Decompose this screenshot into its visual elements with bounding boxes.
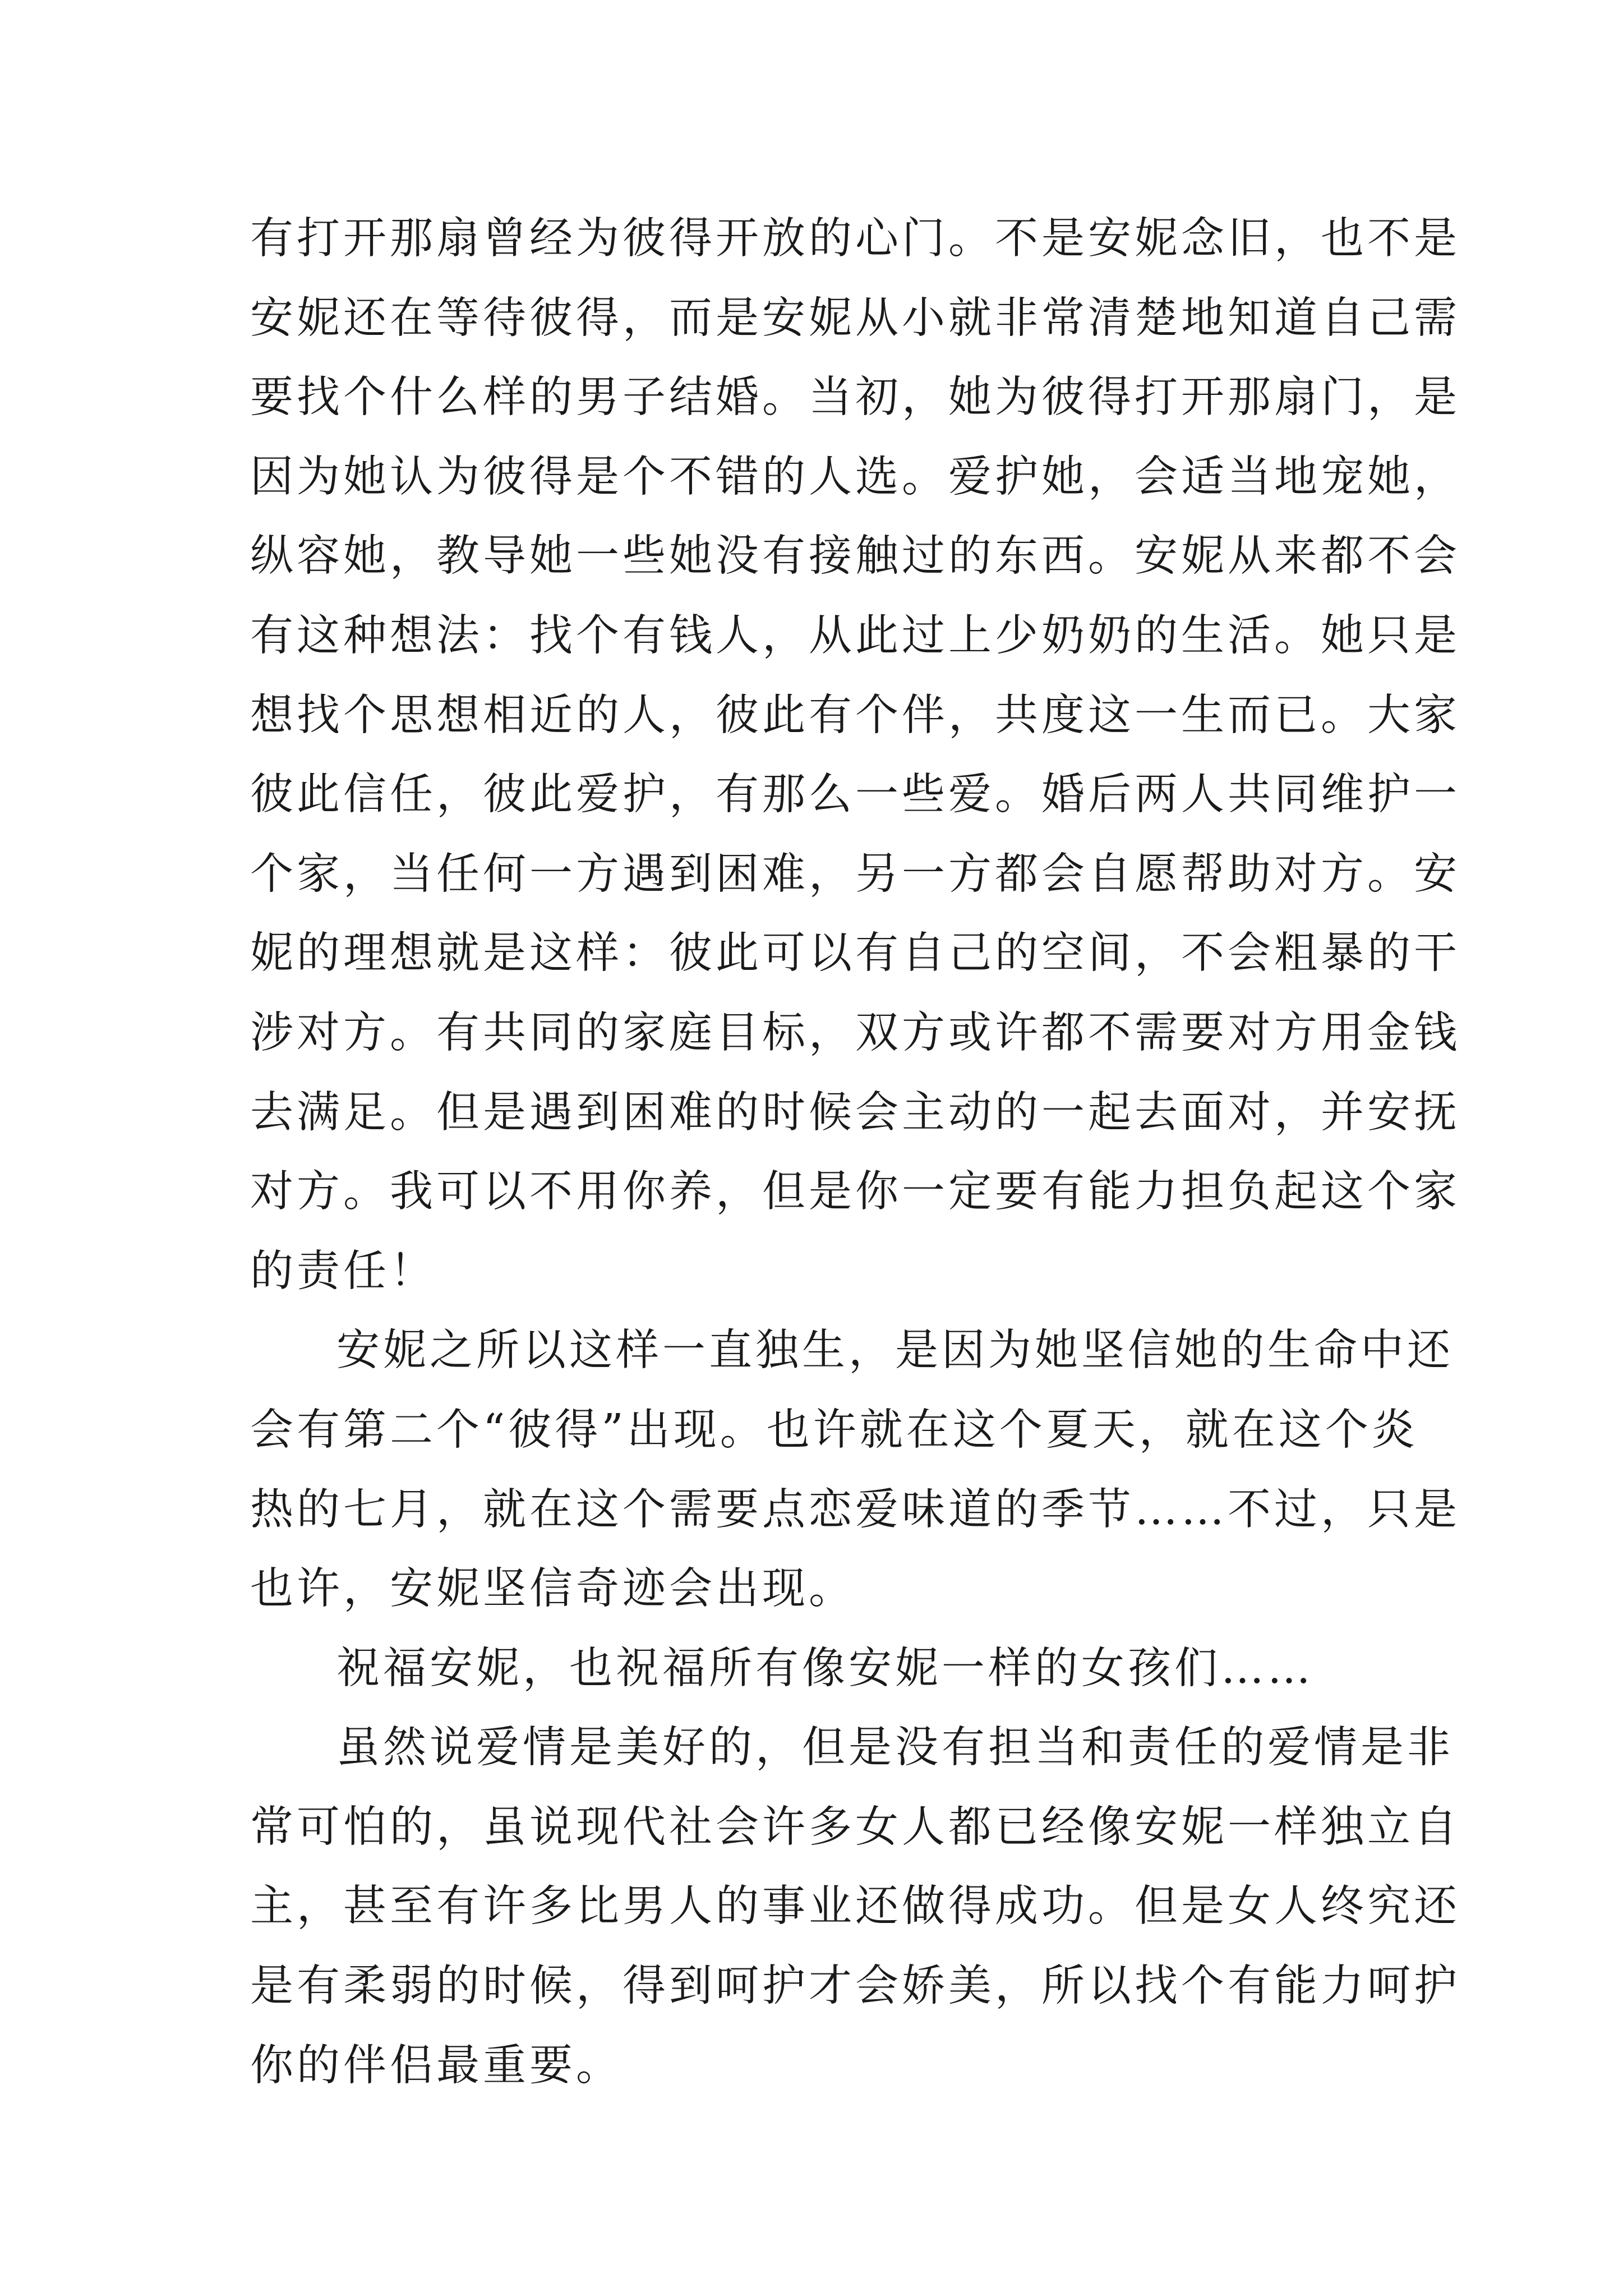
text-line: 安妮还在等待彼得，而是安妮从小就非常清楚地知道自己需 — [250, 293, 1460, 343]
text-line: 因为她认为彼得是个不错的人选。爱护她，会适当地宠她， — [250, 452, 1460, 502]
text-line: 的责任！ — [250, 1246, 436, 1296]
text-line: 主，甚至有许多比男人的事业还做得成功。但是女人终究还 — [250, 1881, 1460, 1932]
text-line: 是有柔弱的时候，得到呵护才会娇美，所以找个有能力呵护 — [250, 1961, 1460, 2012]
text-line: 会有第二个“彼得”出现。也许就在这个夏天，就在这个炎 — [250, 1405, 1418, 1455]
text-line: 要找个什么样的男子结婚。当初，她为彼得打开那扇门，是 — [250, 372, 1460, 423]
text-line: 祝福安妮，也祝福所有像安妮一样的女孩们…… — [336, 1643, 1314, 1694]
text-line: 也许，安妮坚信奇迹会出现。 — [250, 1564, 855, 1614]
text-line: 对方。我可以不用你养，但是你一定要有能力担负起这个家 — [250, 1167, 1460, 1217]
text-line: 去满足。但是遇到困难的时候会主动的一起去面对，并安抚 — [250, 1087, 1460, 1138]
text-line: 彼此信任，彼此爱护，有那么一些爱。婚后两人共同维护一 — [250, 770, 1460, 820]
text-line: 想找个思想相近的人，彼此有个伴，共度这一生而已。大家 — [250, 690, 1460, 740]
text-line: 安妮之所以这样一直独生，是因为她坚信她的生命中还 — [336, 1326, 1454, 1376]
text-line: 个家，当任何一方遇到困难，另一方都会自愿帮助对方。安 — [250, 849, 1460, 899]
text-line: 你的伴侣最重要。 — [250, 2040, 623, 2091]
text-line: 涉对方。有共同的家庭目标，双方或许都不需要对方用金钱 — [250, 1007, 1460, 1058]
text-line: 有打开那扇曾经为彼得开放的心门。不是安妮念旧，也不是 — [250, 214, 1460, 264]
text-line: 虽然说爱情是美好的，但是没有担当和责任的爱情是非 — [336, 1723, 1454, 1773]
text-line: 纵容她，教导她一些她没有接触过的东西。安妮从来都不会 — [250, 531, 1460, 582]
text-line: 有这种想法：找个有钱人，从此过上少奶奶的生活。她只是 — [250, 610, 1460, 661]
text-line: 热的七月，就在这个需要点恋爱味道的季节……不过，只是 — [250, 1484, 1460, 1535]
text-line: 妮的理想就是这样：彼此可以有自己的空间，不会粗暴的干 — [250, 928, 1460, 979]
text-line: 常可怕的，虽说现代社会许多女人都已经像安妮一样独立自 — [250, 1802, 1460, 1852]
document-body — [250, 199, 1460, 2105]
